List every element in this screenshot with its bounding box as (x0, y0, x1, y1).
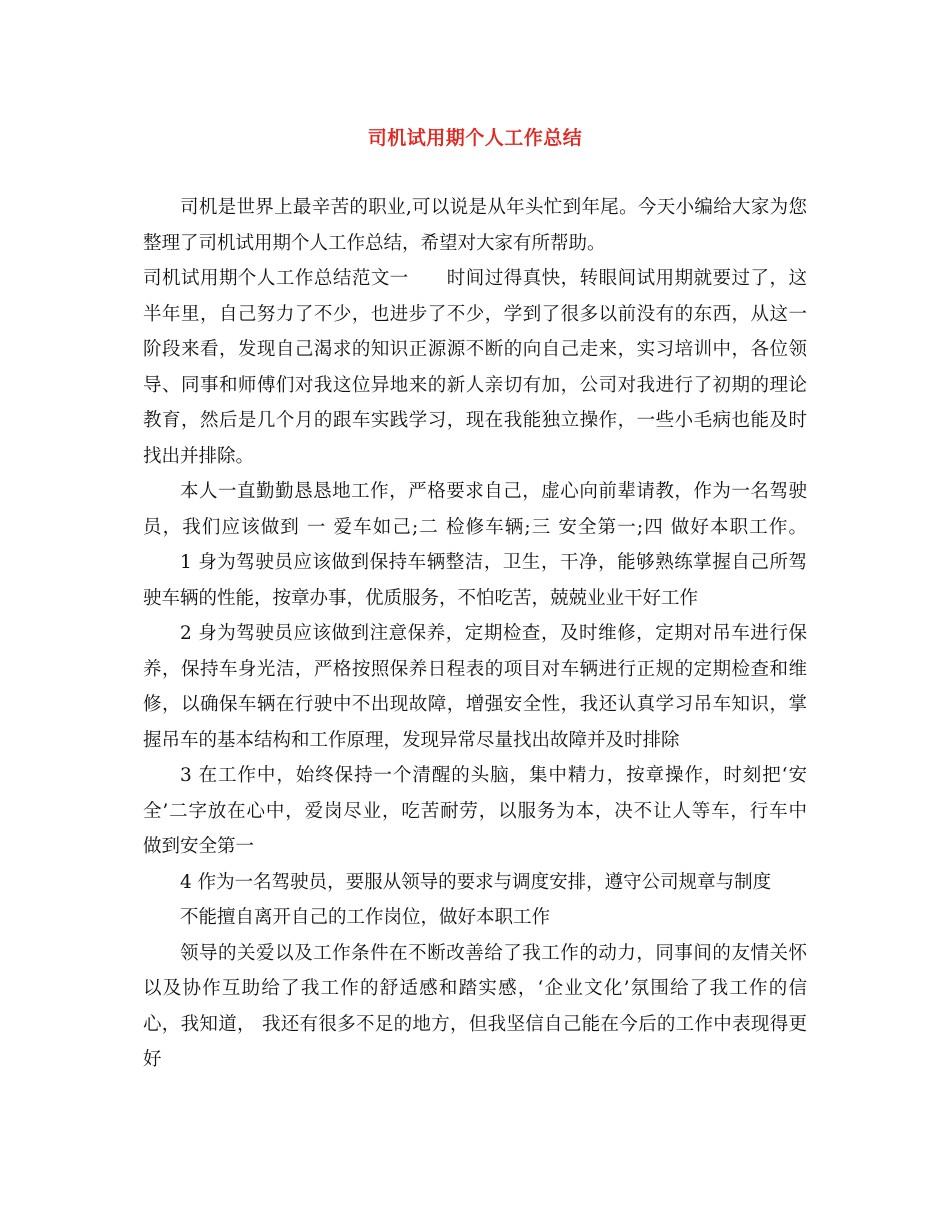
paragraph-line: 整理了司机试用期个人工作总结，希望对大家有所帮助。 (143, 232, 606, 254)
paragraph-line: 员，我们应该做到 一 爱车如己;二 检修车辆;三 安全第一;四 做好本职工作。 (143, 516, 807, 538)
document-body (143, 190, 807, 1078)
paragraph-line: 司机是世界上最辛苦的职业,可以说是从年头忙到年尾。今天小编给大家为您 (180, 197, 807, 218)
paragraph-line: 半年里，自己努力了不少，也进步了不少，学到了很多以前没有的东西，从这一 (143, 303, 807, 325)
paragraph-line: 教育，然后是几个月的跟车实践学习，现在我能独立操作，一些小毛病也能及时 (143, 410, 807, 431)
paragraph-line: 3 在工作中，始终保持一个清醒的头脑，集中精力，按章操作，时刻把‘安 (180, 765, 807, 786)
paragraph-line: 心，我知道， 我还有很多不足的地方，但我坚信自己能在今后的工作中表现得更 (143, 1013, 807, 1035)
paragraph-line: 领导的关爱以及工作条件在不断改善给了我工作的动力，同事间的友情关怀 (180, 942, 807, 964)
paragraph-line: 导、同事和师傅们对我这位异地来的新人亲切有加，公司对我进行了初期的理论 (143, 374, 807, 396)
paragraph-line: 4 作为一名驾驶员，要服从领导的要求与调度安排，遵守公司规章与制度 (180, 871, 772, 893)
paragraph-line: 全’二字放在心中，爱岗尽业，吃苦耐劳，以服务为本，决不让人等车，行车中 (143, 800, 807, 822)
paragraph-line: 不能擅自离开自己的工作岗位，做好本职工作 (180, 907, 551, 928)
paragraph-line: 1 身为驾驶员应该做到保持车辆整洁，卫生，干净，能够熟练掌握自己所驾 (180, 552, 807, 573)
paragraph-line: 本人一直勤勤恳恳地工作，严格要求自己，虚心向前辈请教，作为一名驾驶 (180, 481, 807, 502)
paragraph-line: 驶车辆的性能，按章办事，优质服务，不怕吃苦，兢兢业业干好工作 (143, 587, 699, 609)
paragraph-line: 以及协作互助给了我工作的舒适感和踏实感，‘企业文化’氛围给了我工作的信 (143, 978, 807, 999)
paragraph-line: 握吊车的基本结构和工作原理，发现异常尽量找出故障并及时排除 (143, 729, 680, 751)
document-title: 司机试用期个人工作总结 (367, 127, 583, 149)
paragraph-line: 修，以确保车辆在行驶中不出现故障，增强安全性，我还认真学习吊车知识，掌 (143, 694, 807, 715)
paragraph-line: 找出并排除。 (143, 445, 255, 467)
paragraph-line: 2 身为驾驶员应该做到注意保养，定期检查，及时维修，定期对吊车进行保 (180, 623, 807, 644)
paragraph-line: 做到安全第一 (143, 836, 255, 857)
paragraph-line: 阶段来看，发现自己渴求的知识正源源不断的向自己走来，实习培训中，各位领 (143, 339, 807, 360)
paragraph-line: 好 (143, 1049, 162, 1070)
paragraph-line: 养，保持车身光洁，严格按照保养日程表的项目对车辆进行正规的定期检查和维 (143, 658, 807, 680)
paragraph-line: 司机试用期个人工作总结范文一 时间过得真快，转眼间试用期就要过了，这 (143, 268, 807, 289)
